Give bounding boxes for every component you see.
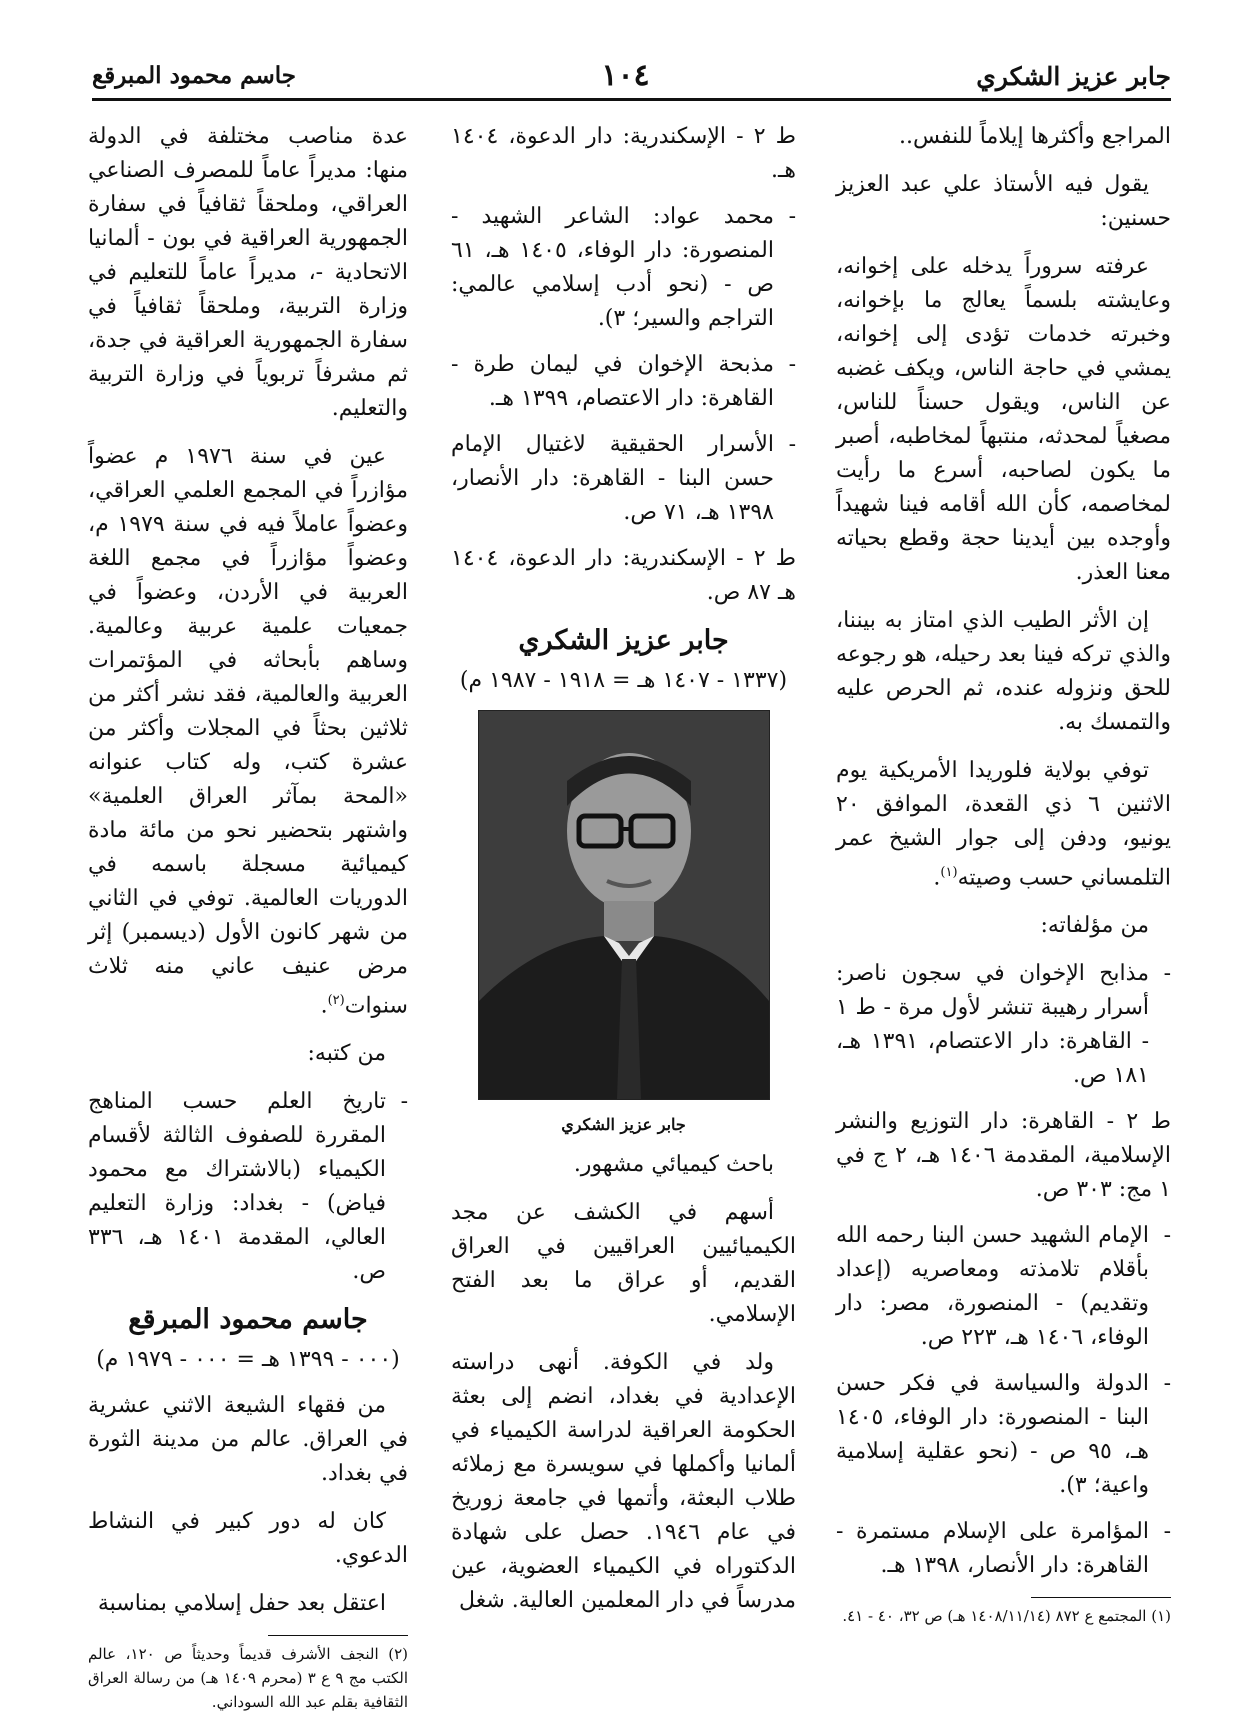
- paragraph: توفي بولاية فلوريدا الأمريكية يوم الاثنين ٦ ذي القعدة، الموافق ٢٠ يونيو، ودفن إلى جوار الشيخ عمر التلمساني حسب وصيته$^{(١)}$.: [836, 758, 1171, 891]
- paragraph: كان له دور كبير في النشاط الدعوي.: [88, 1509, 408, 1569]
- paragraph: باحث كيميائي مشهور.: [573, 1152, 774, 1177]
- paragraph: عدة مناصب مختلفة في الدولة منها: مديراً عاماً للمصرف الصناعي العراقي، وملحقاً ثقافياً في سفارة الجمهورية العراقية في بون - ألمانيا الاتحادية -، مديراً عاماً للتعليم في وزارة التربية، وملحقاً ثقافياً في سفارة الجمهورية العراقية في جدة، ثم مشرفاً تربوياً في وزارة التربية والتعليم.: [88, 124, 408, 421]
- list-item: - مذابح الإخوان في سجون ناصر: أسرار رهيبة تنشر لأول مرة - ط ١ - القاهرة: دار الاعتصام، ١٣٩١ هـ، ١٨١ ص.: [836, 957, 1171, 1093]
- paragraph: ولد في الكوفة. أنهى دراسته الإعدادية في بغداد، انضم إلى بعثة الحكومة العراقية لدراسة الكيمياء في ألمانيا وأكملها في سويسرة مع زملائه طلاب البعثة، وأتمها في جامعة زوريخ في عام ١٩٤٦. حصل على شهادة الدكتوراه في الكيمياء العضوية، عين مدرساً في دار المعلمين العالية. شغل: [451, 1350, 796, 1613]
- header-rule: [92, 98, 1171, 101]
- quote-block: عرفته سروراً يدخله على إخوانه، وعايشته بلسماً يعالج ما بإخوانه، وخبرته خدمات تؤدى إلى إخوانه، يمشي في حاجة الناس، ويكف غضبه عن الناس، ويقول حسناً للناس، مصغياً لمحدثه، منتبهاً لمخاطبه، أصبر ما يكون لصاحبه، أسرع ما رأيت لمخاصمه، كأن الله أقامه فينا شهيداً وأوجده بين أيدينا حجة وقطع بحياته معنا العذر.: [836, 254, 1171, 585]
- biography-title: جاسم محمود المبرقع: [128, 1304, 368, 1336]
- paragraph: عين في سنة ١٩٧٦ م عضواً مؤازراً في المجمع العلمي العراقي، وعضواً عاملاً فيه في سنة ١٩٧٩ م، وعضواً مؤازراً في مجمع اللغة العربية في الأردن، وعضواً في جمعيات علمية عربية وعالمية. وساهم بأبحاثه في المؤتمرات العربية والعالمية، فقد نشر أكثر من ثلاثين بحثاً في المجلات وأكثر من عشرة كتب، وله كتاب عنوانه «المحة بمآثر العراق العلمية» واشتهر بتحضير نحو من مائة مادة كيميائية مسجلة باسمه في الدوريات العالمية. توفي في الثاني من شهر كانون الأول (ديسمبر) إثر مرض عنيف عاني منه ثلاث سنوات$^{(٢)}$.: [88, 444, 408, 1019]
- photo-caption: جابر عزيز الشكري: [561, 1115, 686, 1134]
- paragraph: يقول فيه الأستاذ علي عبد العزيز حسنين:: [836, 172, 1171, 231]
- list-item: - المؤامرة على الإسلام مستمرة - القاهرة: دار الأنصار، ١٣٩٨ هـ.: [836, 1515, 1171, 1583]
- list-item: - مذبحة الإخوان في ليمان طرة - القاهرة: دار الاعتصام، ١٣٩٩ هـ.: [451, 348, 796, 416]
- biography-dates: (١٣٣٧ - ١٤٠٧ هـ = ١٩١٨ - ١٩٨٧ م): [459, 668, 788, 693]
- footnote-rule: [1031, 1597, 1171, 1598]
- list-item: - الإمام الشهيد حسن البنا رحمه الله بأقلام تلامذته ومعاصريه (إعداد وتقديم) - المنصورة، مصر: دار الوفاء، ١٤٠٦ هـ، ٢٢٣ ص.: [836, 1219, 1171, 1355]
- paragraph: من فقهاء الشيعة الاثني عشرية في العراق. عالم من مدينة الثورة في بغداد.: [88, 1393, 408, 1487]
- paragraph-text: توفي بولاية فلوريدا الأمريكية يوم الاثنين ٦ ذي القعدة، الموافق ٢٠ يونيو، ودفن إلى جوار الشيخ عمر التلمساني حسب وصيته: [836, 758, 1171, 891]
- paragraph: اعتقل بعد حفل إسلامي بمناسبة: [97, 1591, 386, 1617]
- biography-title: جابر عزيز الشكري: [518, 625, 729, 656]
- works-heading: من مؤلفاته:: [1040, 913, 1149, 939]
- paragraph-text: عين في سنة ١٩٧٦ م عضواً مؤازراً في المجمع العلمي العراقي، وعضواً عاملاً فيه في سنة ١٩٧٩ م، وعضواً مؤازراً في مجمع اللغة العربية في الأردن، وعضواً في جمعيات علمية عربية وعالمية. وساهم بأبحاثه في المؤتمرات العربية والعالمية، فقد نشر أكثر من ثلاثين بحثاً في المجلات وأكثر من عشرة كتب، وله كتاب عنوانه «المحة بمآثر العراق العلمية» واشتهر بتحضير نحو من مائة مادة كيميائية مسجلة باسمه في الدوريات العالمية. توفي في الثاني من شهر كانون الأول (ديسمبر) إثر مرض عنيف عاني منه ثلاث سنوات: [88, 444, 408, 1019]
- running-header-left: جاسم محمود المبرقع: [92, 62, 296, 89]
- page-number: ١٠٤: [601, 58, 650, 93]
- portrait-photo-icon: [479, 711, 769, 1099]
- footnote-ref: (١): [940, 865, 958, 880]
- list-item: - تاريخ العلم حسب المناهج المقررة للصفوف الثالثة لأقسام الكيمياء (بالاشتراك مع محمود فياض) - بغداد: وزارة التعليم العالي، المقدمة ١٤٠١ هـ، ٣٣٦ ص.: [88, 1085, 408, 1289]
- list-item: - الدولة والسياسة في فكر حسن البنا - المنصورة: دار الوفاء، ١٤٠٥ هـ، ٩٥ ص - (نحو عقلية إسلامية واعية؛ ٣).: [836, 1367, 1171, 1503]
- works-list: [451, 120, 796, 610]
- running-header-right: جابر عزيز الشكري: [976, 62, 1171, 91]
- footnote-ref: (٢): [327, 993, 345, 1008]
- footnote: (٢) النجف الأشرف قديماً وحديثاً ص ١٢٠، عالم الكتب مج ٩ ع ٣ (محرم ١٤٠٩ هـ) من رسالة العراق الثقافية بقلم عبد الله السوداني.: [88, 1645, 409, 1712]
- paragraph: أسهم في الكشف عن مجد الكيميائيين العراقيين في العراق القديم، أو عراق ما بعد الفتح الإسلامي.: [451, 1200, 796, 1327]
- list-item: ط ٢ - الإسكندرية: دار الدعوة، ١٤٠٤ هـ ٨٧ ص.: [451, 546, 796, 605]
- paragraph: المراجع وأكثرها إيلاماً للنفس..: [898, 124, 1171, 149]
- books-heading: من كتبه:: [307, 1041, 386, 1067]
- list-item: - الأسرار الحقيقية لاغتيال الإمام حسن البنا - القاهرة: دار الأنصار، ١٣٩٨ هـ، ٧١ ص.: [451, 428, 796, 530]
- column-middle: [451, 120, 796, 1632]
- paragraph: إن الأثر الطيب الذي امتاز به بيننا، والذي تركه فينا بعد رحيله، هو رجوعه للحق ونزوله عنده، ثم الحرص عليه والتمسك به.: [836, 608, 1171, 735]
- works-list: [836, 957, 1171, 1583]
- column-left: [88, 120, 408, 1714]
- footnote: (١) المجتمع ع ٨٧٢ (١٤٠٨/١١/١٤ هـ) ص ٣٢، ٤٠ - ٤١.: [842, 1607, 1171, 1626]
- biography-dates: (٠٠٠ - ١٣٩٩ هـ = ٠٠٠ - ١٩٧٩ م): [96, 1347, 400, 1373]
- list-item: - محمد عواد: الشاعر الشهيد - المنصورة: دار الوفاء، ١٤٠٥ هـ، ٦١ ص - (نحو أدب إسلامي عالمي: التراجم والسير؛ ٣).: [451, 200, 796, 336]
- list-item: ط ٢ - القاهرة: دار التوزيع والنشر الإسلامية، المقدمة ١٤٠٦ هـ، ٢ ج في ١ مج: ٣٠٣ ص.: [836, 1109, 1171, 1203]
- list-item: ط ٢ - الإسكندرية: دار الدعوة، ١٤٠٤ هـ.: [451, 124, 796, 183]
- portrait-photo: [478, 710, 770, 1100]
- footnote-rule: [268, 1635, 408, 1636]
- column-right: [836, 120, 1171, 1628]
- books-list: [88, 1085, 408, 1289]
